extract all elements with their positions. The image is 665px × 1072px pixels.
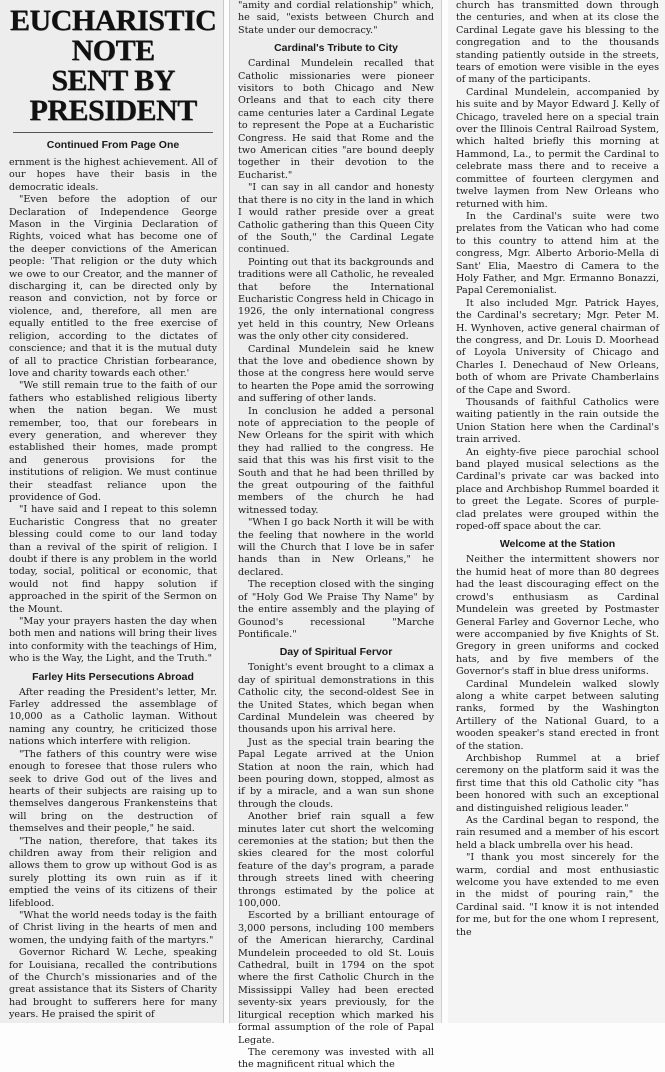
article-paragraph: "The nation, therefore, that takes its children away from their religion and allows them to grow up without God is as surely plotting its own ruin as if it emptied the veins of its citizens of their lifeblood. xyxy=(9,835,217,909)
continued-from-line: Continued From Page One xyxy=(46,139,180,151)
article-paragraph: After reading the President's letter, Mr. Farley addressed the assemblage of 10,000 as a Catholic layman. Without naming any country, he criticized those nations which interfere with religion. xyxy=(9,686,217,748)
right-column-body xyxy=(456,0,659,939)
article-paragraph: As the Cardinal began to respond, the rain resumed and a member of his escort held a black umbrella over his head. xyxy=(456,815,659,851)
article-paragraph: Governor Richard W. Leche, speaking for Louisiana, recalled the contributions of the Church's missionaries and of the great assistance that its Sisters of Charity had brought to sufferers here for many years. He praised the spirit of xyxy=(9,947,217,1021)
article-paragraph: Neither the intermittent showers nor the humid heat of more than 80 degrees had the least discouraging effect on the crowd's enthusiasm as Cardinal Mundelein was greeted by Postmaster General Farley and Governor Leche, who were accompanied by five Knights of St. Gregory in green uniforms and cocked hats, and by five members of the Governor's staff in blue dress uniforms. xyxy=(456,554,659,678)
article-paragraph: Cardinal Mundelein walked slowly along a white carpet between saluting ranks, formed by the Washington Artillery of the National Guard, to a wooden speaker's stand erected in front of the station. xyxy=(456,678,659,752)
article-paragraph: The reception closed with the singing of "Holy God We Praise Thy Name" by the entire assembly and the playing of Gounod's recessional "Marche Pontificale." xyxy=(238,579,434,640)
article-paragraph: Archbishop Rummel at a brief ceremony on the platform said it was the first time that this old Catholic city "has been honored with such an exceptional and distinguished religious leader." xyxy=(456,752,659,814)
article-paragraph: Tonight's event brought to a climax a day of spiritual demonstrations in this Catholic city, the second-oldest See in the United States, which began when Cardinal Mundelein was cheered by thousands upon his arrival here. xyxy=(238,662,434,736)
article-paragraph: "The fathers of this country were wise enough to foresee that those rulers who seek to drive God out of the lives and hearts of their subjects are raising up to themselves dangerous Frankensteins that will bring on the destruction of themselves and their people," he said. xyxy=(9,748,217,835)
article-paragraph: Escorted by a brilliant entourage of 3,000 persons, including 100 members of the American hierarchy, Cardinal Mundelein proceeded to old St. Louis Cathedral, built in 1794 on the spot where the first Catholic Church in the Mississippi Valley had been erected seventy-six years previously, for the liturgical reception which marked his formal assumption of the role of Papal Legate. xyxy=(238,910,434,1046)
article-paragraph: An eighty-five piece parochial school band played musical selections as the Cardinal's private car was backed into place and Archbishop Rummel boarded it to greet the Legate. Scores of purple-clad prelates were grouped within the roped-off space about the car. xyxy=(456,446,659,533)
left-column xyxy=(0,0,223,1022)
article-clipping-right xyxy=(448,0,665,1023)
article-paragraph: Pointing out that its backgrounds and traditions were all Catholic, he revealed that before the International Eucharistic Congress held in Chicago in 1926, the only international congress yet held in this country, New Orleans was the only other city considered. xyxy=(238,256,434,343)
article-paragraph: "amity and cordial relationship" which, he said, "exists between Church and State under our democracy." xyxy=(238,0,434,36)
article-paragraph: Cardinal Mundelein said he knew that the love and obedience shown by those at the congress here would serve to hearten the Pope amid the sorrowing and suffering of other lands. xyxy=(238,343,434,405)
section-subhead: Farley Hits Persecutions Abroad xyxy=(32,670,194,683)
right-column xyxy=(448,0,665,939)
article-paragraph: "When I go back North it will be with the feeling that nowhere in the world will the Church that I love be in safer hands than in New Orleans," he declared. xyxy=(238,517,434,578)
article-paragraph: "I can say in all candor and honesty that there is no city in the land in which I would rather preside over a great Catholic gathering than this Queen City of the South," the Cardinal Legate continued. xyxy=(238,182,434,256)
headline-line-1: EUCHARISTIC NOTE xyxy=(9,4,217,67)
section-subhead: Welcome at the Station xyxy=(499,538,616,551)
article-paragraph: "We still remain true to the faith of our fathers who established religious liberty when the nation began. We must remember, too, that our forebears in every generation, and wherever they established their homes, made prompt and generous provisions for the institutions of religion. We must continue their steadfast reliance upon the providence of God. xyxy=(9,380,217,503)
article-paragraph: The ceremony was invested with all the magnificent ritual which the xyxy=(238,1046,434,1071)
middle-column-body xyxy=(238,0,434,1072)
section-subhead: Day of Spiritual Fervor xyxy=(279,646,393,659)
article-paragraph: church has transmitted down through the centuries, and when at its close the Cardinal Legate gave his blessing to the congregation and to the thousands standing patiently outside in the streets, tears of emotion were visible in the eyes of many of the participants. xyxy=(456,0,659,86)
article-paragraph: Thousands of faithful Catholics were waiting patiently in the rain outside the Union Station here when the Cardinal's train arrived. xyxy=(456,397,659,446)
article-paragraph: "What the world needs today is the faith of Christ living in the hearts of men and women, the undying faith of the martyrs." xyxy=(9,909,217,946)
article-paragraph: "I thank you most sincerely for the warm, cordial and most enthusiastic welcome you have extended to me even in the midst of pouring rain," the Cardinal said. "I know it is not intended for me, but for the one whom I represent, the xyxy=(456,852,659,938)
article-paragraph: It also included Mgr. Patrick Hayes, the Cardinal's secretary; Mgr. Peter M. H. Wynhoven, active general chairman of the congress, and Dr. Louis D. Moorhead of Loyola University of Chicago and Charles I. Denechaud of New Orleans, both of whom are Private Chamberlains of the Cape and Sword. xyxy=(456,297,659,396)
article-paragraph: ernment is the highest achievement. All of our hopes have their basis in the democratic ideals. xyxy=(9,157,217,193)
article-paragraph: Just as the special train bearing the Papal Legate arrived at the Union Station at noon the rain, which had been pouring down, stopped, almost as if by a miracle, and a wan sun shone through the clouds. xyxy=(238,736,434,810)
article-paragraph: "May your prayers hasten the day when both men and nations will bring their lives into conformity with the teachings of Him, who is the Way, the Light, and the Truth." xyxy=(9,616,217,665)
headline-rule xyxy=(13,132,213,133)
article-paragraph: "Even before the adoption of our Declaration of Independence George Mason in the Virginia Declaration of Rights, voiced what has become one of the deeper convictions of the American people: 'That religion or the duty which we owe to our Creator, and the manner of discharging it, can be directed only by reason and conviction, not by force or violence, and, therefore, all men are equally entitled to the free exercise of religion, according to the dictates of conscience; and that it is the mutual duty of all to practice Christian forbearance, love and charity towards each other.' xyxy=(9,194,217,379)
article-paragraph: Cardinal Mundelein recalled that Catholic missionaries were pioneer visitors to both Chicago and New Orleans and that to each city there came centuries later a Cardinal Legate to represent the Pope at a Eucharistic Congress. He said that Rome and the two American cities "are bound deeply together in their devotion to the Eucharist." xyxy=(238,58,434,181)
article-paragraph: Cardinal Mundelein, accompanied by his suite and by Mayor Edward J. Kelly of Chicago, traveled here on a special train over the Illinois Central Railroad System, which halted briefly this morning at Hammond, La., to permit the Cardinal to celebrate mass there and to receive a committee of fourteen clergymen and twelve laymen from New Orleans who returned with him. xyxy=(456,86,659,210)
article-paragraph: In the Cardinal's suite were two prelates from the Vatican who had come to this country to attend him at the congress, Mgr. Alberto Arborio-Mella di Sant' Elia, Maestro di Camera to the Holy Father, and Mgr. Ermanno Bonazzi, Papal Ceremonialist. xyxy=(456,210,659,297)
section-subhead: Cardinal's Tribute to City xyxy=(274,42,398,55)
headline xyxy=(9,6,217,126)
middle-column xyxy=(230,0,441,1072)
headline-line-2: SENT BY PRESIDENT xyxy=(29,64,197,127)
article-paragraph: "I have said and I repeat to this solemn Eucharistic Congress that no greater blessing could come to our land today than a revival of the spirit of religion. I doubt if there is any problem in the world today, social, political or economic, that would not find happy solution if approached in the spirit of the Sermon on the Mount. xyxy=(9,504,217,615)
article-paragraph: In conclusion he added a personal note of appreciation to the people of New Orleans for the spirit with which they had rallied to the congress. He said that this was his first visit to the South and that he had been thrilled by the great outpouring of the faithful members of the church he had witnessed today. xyxy=(238,405,434,516)
article-paragraph: Another brief rain squall a few minutes later cut short the welcoming ceremonies at the station; but then the skies cleared for the most colorful feature of the day's program, a parade through streets lined with cheering throngs estimated by the police at 100,000. xyxy=(238,811,434,910)
article-clipping-left xyxy=(0,0,224,1023)
left-column-body xyxy=(9,157,217,1022)
article-clipping-middle xyxy=(229,0,442,1071)
